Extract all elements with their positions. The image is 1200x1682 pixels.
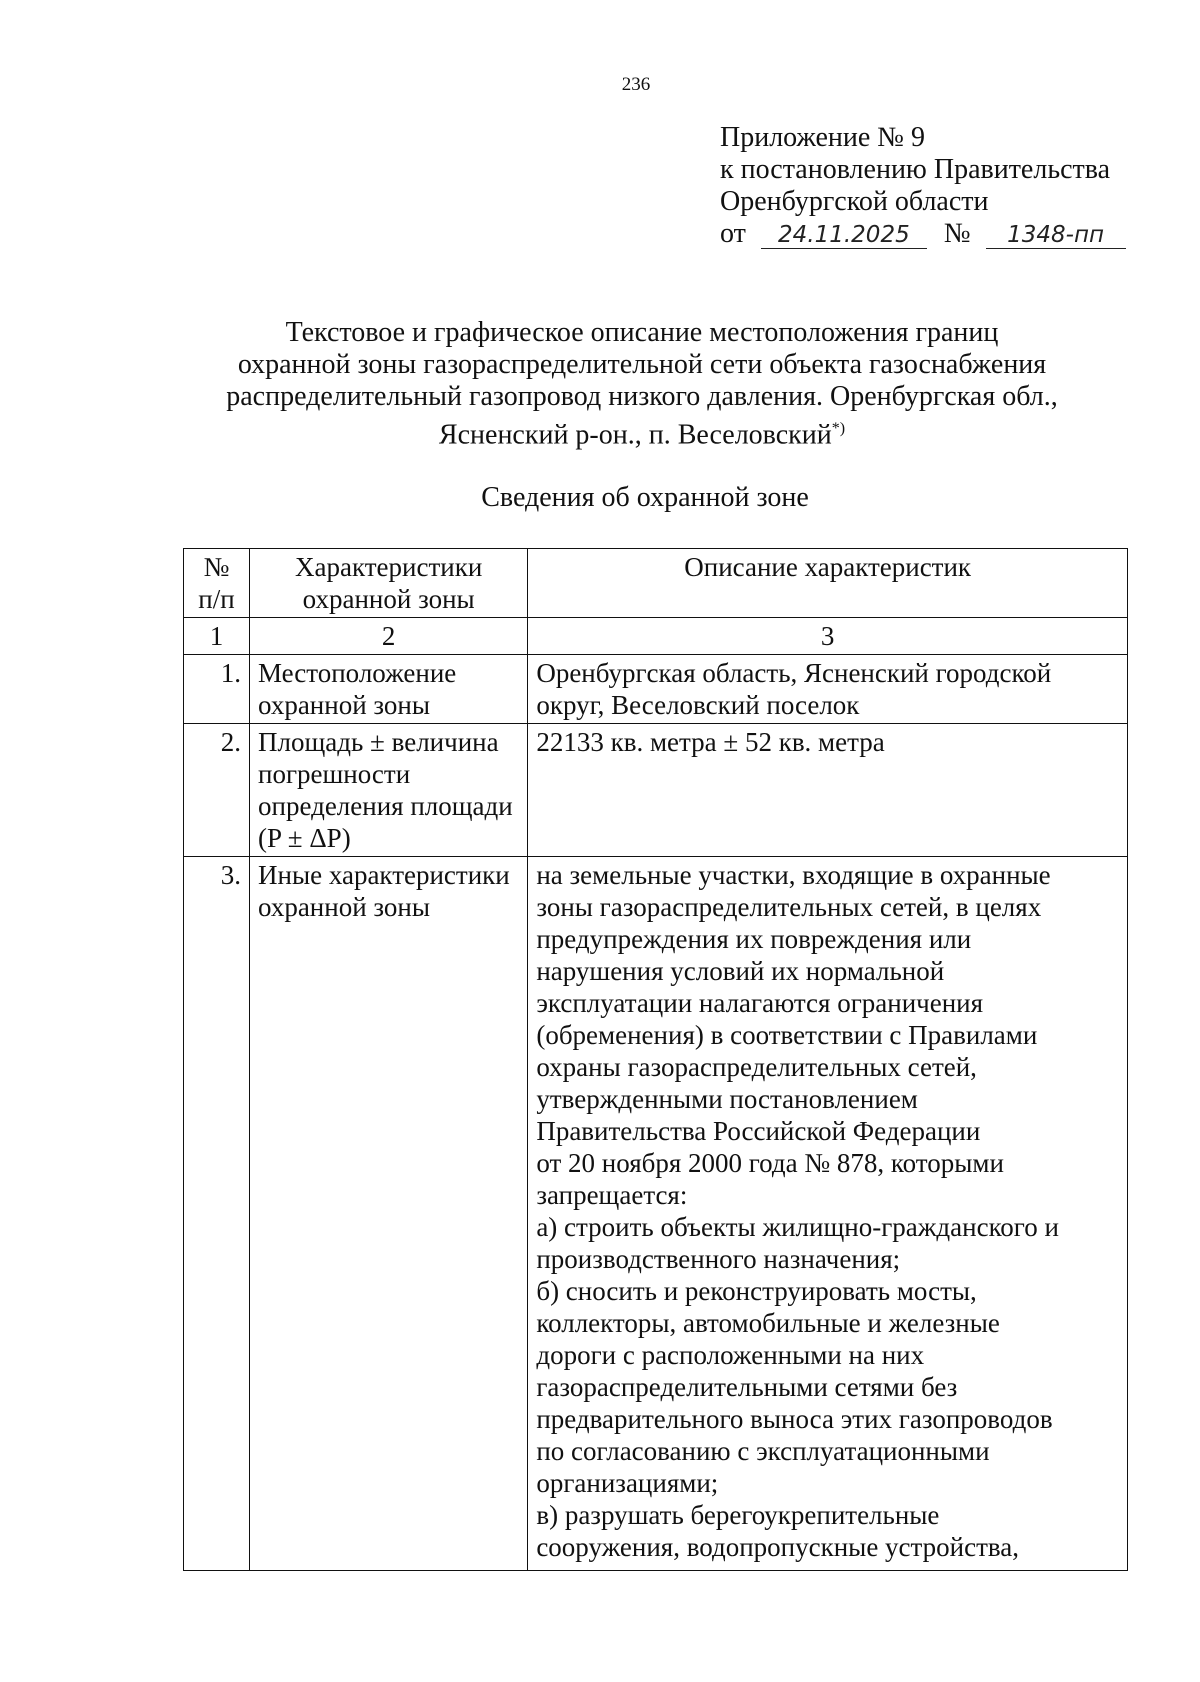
row-number: 2. <box>184 724 250 857</box>
cell-line: определения площади <box>258 791 513 821</box>
row-characteristic <box>250 857 528 1571</box>
cell-line: погрешности <box>258 759 411 789</box>
header-number-line-1: № <box>203 552 230 582</box>
header-characteristic-line-1: Характеристики <box>295 552 483 582</box>
row-number: 1. <box>184 655 250 724</box>
cell-line: (обременения) в соответствии с Правилами <box>536 1020 1038 1050</box>
cell-line: по согласованию с эксплуатационными <box>536 1436 990 1466</box>
appendix-line-2: к постановлению Правительства <box>720 154 1111 185</box>
header-number <box>184 549 250 618</box>
number-label: № <box>943 218 971 249</box>
table-row <box>184 724 1128 857</box>
row-description <box>528 857 1128 1571</box>
row-number: 3. <box>184 857 250 1571</box>
handwritten-number: 1348-пп <box>986 222 1126 249</box>
protection-zone-table <box>183 548 1128 1571</box>
cell-line: предупреждения их повреждения или <box>536 924 972 954</box>
title-line-1: Текстовое и графическое описание местоположения границ <box>285 317 999 348</box>
table-row <box>184 857 1128 1571</box>
cell-line: Правительства Российской Федерации <box>536 1116 981 1146</box>
index-cell-1: 1 <box>184 618 250 655</box>
cell-line: а) строить объекты жилищно-гражданского и <box>536 1212 1059 1242</box>
title-line-4-wrap <box>150 413 1134 451</box>
cell-line: нарушения условий их нормальной <box>536 956 945 986</box>
cell-line: охранной зоны <box>258 690 431 720</box>
appendix-line-1: Приложение № 9 <box>720 122 925 153</box>
table-index-row <box>184 618 1128 655</box>
row-description <box>528 724 1128 857</box>
cell-line: 22133 кв. метра ± 52 кв. метра <box>536 727 885 757</box>
handwritten-date: 24.11.2025 <box>761 222 927 249</box>
cell-line: Площадь ± величина <box>258 727 499 757</box>
section-title: Сведения об охранной зоне <box>481 482 809 513</box>
cell-line: Оренбургская область, Ясненский городской <box>536 658 1052 688</box>
cell-line: эксплуатации налагаются ограничения <box>536 988 984 1018</box>
header-characteristic-line-2: охранной зоны <box>302 584 475 614</box>
appendix-date-number-line <box>720 218 1126 250</box>
table-row <box>184 655 1128 724</box>
cell-line: коллекторы, автомобильные и железные <box>536 1308 1000 1338</box>
header-characteristic <box>250 549 528 618</box>
title-line-4: Ясненский р-он., п. Веселовский <box>438 419 832 451</box>
cell-line: производственного назначения; <box>536 1244 901 1274</box>
index-cell-3: 3 <box>528 618 1128 655</box>
row-characteristic <box>250 724 528 857</box>
cell-line: газораспределительными сетями без <box>536 1372 958 1402</box>
cell-line: Местоположение <box>258 658 457 688</box>
cell-line: б) сносить и реконструировать мосты, <box>536 1276 977 1306</box>
cell-line: в) разрушать берегоукрепительные <box>536 1500 940 1530</box>
cell-line: (P ± ΔP) <box>258 823 351 853</box>
header-description: Описание характеристик <box>528 549 1128 618</box>
cell-line: организациями; <box>536 1468 719 1498</box>
row-characteristic <box>250 655 528 724</box>
cell-line: охранной зоны <box>258 892 431 922</box>
cell-line: от 20 ноября 2000 года № 878, которыми <box>536 1148 1004 1178</box>
cell-line: Иные характеристики <box>258 860 510 890</box>
index-cell-2: 2 <box>250 618 528 655</box>
cell-line: утвержденными постановлением <box>536 1084 918 1114</box>
title-line-2: охранной зоны газораспределительной сети объекта газоснабжения <box>237 349 1047 380</box>
page-number: 236 <box>621 74 651 95</box>
cell-line: округ, Веселовский поселок <box>536 690 860 720</box>
cell-line: охраны газораспределительных сетей, <box>536 1052 977 1082</box>
document-title <box>150 317 1134 451</box>
header-number-line-2: п/п <box>198 584 235 614</box>
title-line-3: распределительный газопровод низкого давления. Оренбургская обл., <box>226 381 1058 412</box>
table-header-row <box>184 549 1128 618</box>
appendix-line-3: Оренбургской области <box>720 186 989 217</box>
cell-line: на земельные участки, входящие в охранные <box>536 860 1051 890</box>
cell-line: запрещается: <box>536 1180 688 1210</box>
cell-line: дороги с расположенными на них <box>536 1340 925 1370</box>
from-label: от <box>720 218 746 249</box>
cell-line: предварительного выноса этих газопроводов <box>536 1404 1053 1434</box>
cell-line: зоны газораспределительных сетей, в целях <box>536 892 1042 922</box>
footnote-mark: *) <box>831 420 846 437</box>
appendix-block <box>720 122 1126 250</box>
row-description <box>528 655 1128 724</box>
cell-line: сооружения, водопропускные устройства, <box>536 1532 1020 1562</box>
